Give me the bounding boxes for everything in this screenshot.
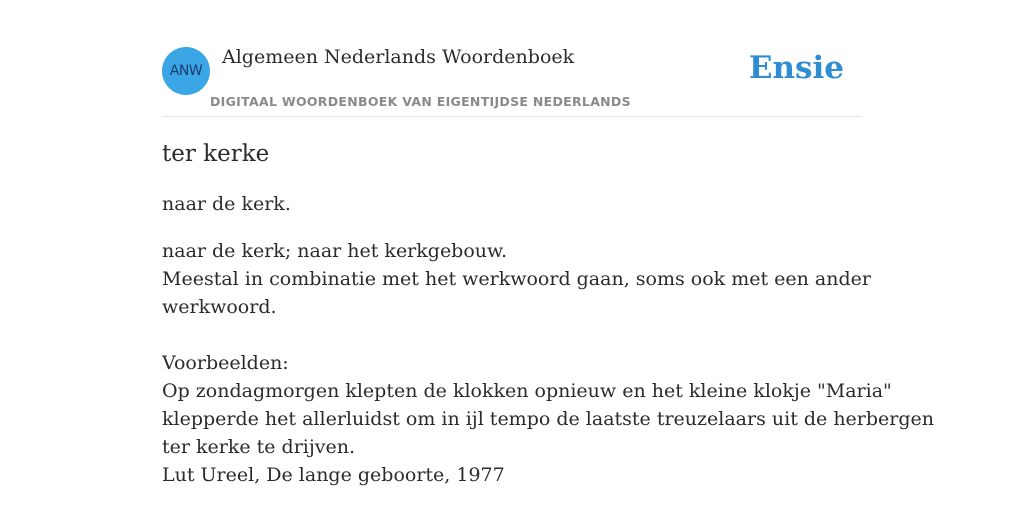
definition-line: Meestal in combinatie met het werkwoord gaan, soms ook met een ander [162,268,871,290]
entry-content [162,138,935,489]
site-title[interactable]: Algemeen Nederlands Woordenboek [222,46,575,68]
definition-line: naar de kerk; naar het kerkgebouw. [162,240,508,262]
example-source: Lut Ureel, De lange geboorte, 1977 [162,464,505,486]
example-line: klepperde het allerluidst om in ijl tempo de laatste treuzelaars uit de herbergen [162,408,935,430]
full-definition [162,237,935,489]
examples-label: Voorbeelden: [162,352,289,374]
spacer [162,321,862,349]
definition-line: werkwoord. [162,296,277,318]
anw-logo[interactable] [162,47,210,95]
site-header [162,40,862,117]
site-subtitle: DIGITAAL WOORDENBOEK VAN EIGENTIJDSE NEDERLANDS [210,94,631,109]
example-line: ter kerke te drijven. [162,436,356,458]
logo-text: ANW [169,63,203,79]
example-line: Op zondagmorgen klepten de klokken opnieuw en het kleine klokje "Maria" [162,380,892,402]
ensie-brand-link[interactable]: Ensie [748,50,844,86]
short-definition: naar de kerk. [162,193,291,215]
headword: ter kerke [162,141,270,167]
